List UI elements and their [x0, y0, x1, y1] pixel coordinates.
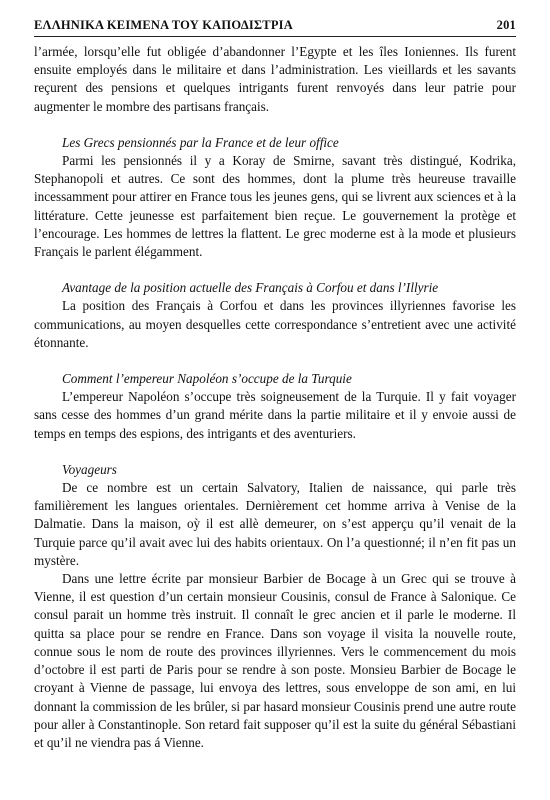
- paragraph: Dans une lettre écrite par monsieur Barbier de Bocage à un Grec qui se trouve à Vienne, il est question d’un certain monsieur Cousinis, consul de France à Salonique. Ce consul parait un homme très instruit. Il connaît le grec ancien et il parle le moderne. Il quitta sa place pour se rendre en France. Dans son voyage il visita la nouvelle route, connue sous le nom de route des provinces illyriennes. Vers le commencement du mois d’octobre il est parti de Paris pour se rendre à son poste. Monsieu Barbier de Bocage le croyant à Vienne de passage, lui envoya des lettres, sous enveloppe de son ami, en lui donnant la commission de les brûler, si par hasard monsieur Cousinis prend une autre route pour aller à Constantinople. Son retard fait supposer qu’il est la suite du général Sébastiani et qu’il ne viendra pas á Vienne.: [34, 571, 516, 750]
- section-title: Les Grecs pensionnés par la France et de leur office: [62, 134, 339, 150]
- section-title: Comment l’empereur Napoléon s’occupe de la Turquie: [62, 371, 352, 387]
- section-napoleon-turquie: [34, 370, 516, 443]
- page-number: 201: [496, 18, 516, 32]
- paragraph: Parmi les pensionnés il y a Koray de Smirne, savant très distingué, Kodrika, Stephanopoli et autres. Ce sont des hommes, dont la plume très heureuse travaille incessamment pour attirer en France tous les jeunes gens, qui se livrent aux sciences et à la littérature. Cette jeunesse est parfaitement bien reçue. Le gouvernement la protège et l’encourage. Les hommes de lettres la flattent. Le grec moderne est à la mode et plusieurs Français le parlent élégamment.: [34, 153, 516, 260]
- section-pensionnes: [34, 134, 516, 261]
- running-header: [34, 18, 516, 37]
- section-voyageurs: [34, 461, 516, 752]
- section-title: Voyageurs: [62, 461, 117, 477]
- section-corfou-illyrie: [34, 279, 516, 352]
- running-title: ΕΛΛΗΝΙΚΑ ΚΕΙΜΕΝΑ ΤΟΥ ΚΑΠΟΔΙΣΤΡΙΑ: [34, 18, 293, 32]
- intro-paragraph: l’armée, lorsqu’elle fut obligée d’abandonner l’Egypte et les îles Ioniennes. Ils furent ensuite employés dans le militaire et dans l’administration. Les vieillards et les savants reçurent des pensions et quelques intrigants furent renvoyés dans leur patrie pour augmenter le mombre des partisans français.: [34, 44, 516, 114]
- paragraph: L’empereur Napoléon s’occupe très soigneusement de la Turquie. Il y fait voyager sans cesse des hommes d’un grand mérite dans la partie militaire et il y envoie aussi de temps en temps des espions, des intrigants et des aventuriers.: [34, 389, 516, 441]
- section-title: Avantage de la position actuelle des Français à Corfou et dans l’Illyrie: [62, 280, 439, 296]
- paragraph: La position des Français à Corfou et dans les provinces illyriennes favorise les communications, au moyen desquelles cette correspondance s’entretient avec une activité étonnante.: [34, 298, 516, 350]
- document-page: [34, 18, 516, 752]
- paragraph: De ce nombre est un certain Salvatory, Italien de naissance, qui parle très familièrement les langues orientales. Dernièrement cet homme arriva à Venise de la Dalmatie. Dans la maison, oỳ il est allè demeurer, on s’est apperçu qu’il venait de la Turquie parce qu’il avait avec lui des habits orientaux. On l’a questionné; il n’en fit pas un mystère.: [34, 480, 516, 568]
- body-text: [34, 43, 516, 752]
